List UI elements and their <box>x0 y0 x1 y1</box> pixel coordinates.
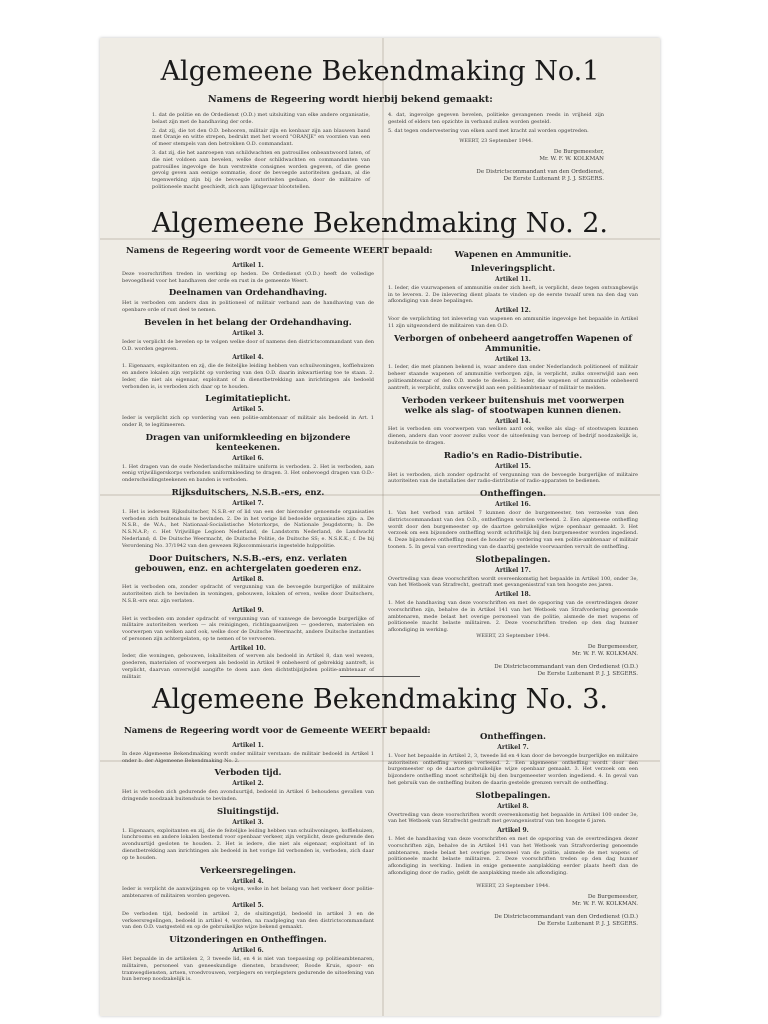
signature-title: De Burgemeester, <box>587 643 638 650</box>
article-heading: Artikel 15. <box>495 462 531 470</box>
notice-1-date: WEERT, 23 September 1944. <box>459 138 533 145</box>
notice-1-item: 5. dat tegen ondervestering van elken aard met kracht zal worden opgetreden. <box>388 127 589 134</box>
notice-2-date: WEERT, 23 September 1944. <box>476 633 550 639</box>
article-heading: Artikel 16. <box>495 501 531 509</box>
section-heading: Ontheffingen. <box>480 732 546 742</box>
article-text: Ieder is verplicht de aanwijzingen op te volgen, welke in het belang van het verkeer door politie-ambtenaren of militairen worden gegeven. <box>122 886 374 900</box>
article-text: Overtreding van deze voorschriften wordt overeenkomstig het bepaalde in Artikel 100 onder 3e, van het Wetboek van Strafrecht gestraft met gevangenisstraf van ten hoogste 6 jaren. <box>388 811 638 825</box>
article-text: Het is verboden om, zonder opdracht of vergunning van de bevoegde burgerlijke of militaire autoriteiten zich te bevinden in woningen, gebouwen, lokalen of erven, welke door Duitschers, N.S.B.-ers enz. zijn verlaten. <box>122 584 374 604</box>
signature-name: De Eerste Luitenant P. J. J. SEGERS. <box>537 920 638 927</box>
article-text: 1. Met de handhaving van deze voorschriften en met de opsporing van de overtredingen dezer voorschriften zijn, behalve de in Artikel 141 van het Wetboek van Strafvordering genoemde ambtenaren, mede belast het overige personeel van de politie, alsmede de met wapens of politioneele macht belaste militairen. 2. Deze voorschriften treden op den dag hunner afkondiging in werking. <box>388 599 638 634</box>
article-heading: Artikel 9. <box>497 827 529 835</box>
notice-2-signature <box>388 644 638 678</box>
signature-title: De Districtscommandant van den Ordedienst (O.D.) <box>494 663 638 670</box>
section-heading: Bevelen in het belang der Ordehandhaving. <box>144 317 352 328</box>
section-heading: Legimitatieplicht. <box>205 394 291 405</box>
notice-2-title: Algemeene Bekendmaking No. 2. <box>151 208 609 239</box>
article-heading: Artikel 3. <box>232 329 264 337</box>
notice-1-item: 3. dat zij, die het aanroepen van schildwachten en patrouilles onbeantwoord laten, of die niet voldoen aan bevelen, welke door schildwachten en commandanten van patrouilles ingevolge de hun verstrekte consignes worden gegeven, of die geene gevolg geven aan eenige sommatie, door de bevoegde autoriteiten gedaan, al die tegenwerking zijn bij de bevoegde autoriteiten gedaan, door de militaire of politioneele macht geschiedt, zich aan lijfsgevaar blootstellen. <box>152 149 370 190</box>
signature-name: Mr. W. F. W. KOLKMAN <box>539 156 604 163</box>
article-heading: Artikel 3. <box>232 818 264 826</box>
article-text: 1. Het is iedereen Rijksduitscher, N.S.B.-er of lid van een der hieronder genoemde organisaties verboden zich buitenshuis te bevinden. 2. De in het vorige lid bedoelde organisaties zijn: a. De N.S.B., de W.A., het Nationaal-Socialistische Motorkorps, de Nationale Jeugdstorm; b. De N.S.N.A.P.; c. Het Vrijwillige Legioen Nederland, de Landstorm Nederland, de Landwacht Nederland; d. De Duitsche Weermacht, de Duitsche Politie, de Duitsche SS; e. N.S.K.K.; f. De bij Verordening No. 37/1942 van den gewezen Rijkscommissaris ingestelde hulppolitie. <box>122 508 374 549</box>
section-heading: Deelnamen van Ordehandhaving. <box>168 288 328 299</box>
section-heading: Uitzonderingen en Ontheffingen. <box>169 935 327 946</box>
notice-3-left-column <box>122 740 374 1008</box>
section-heading: Dragen van uniformkleeding en bijzondere kenteekenen. <box>145 432 351 453</box>
article-text: Het bepaalde in de artikelen 2, 3 tweede lid, en 4 is niet van toepassing op politieambtenaren, militairen, personeel van geneeskundige diensten, brandweer, Roode Kruis, spoor- en tramwegdiensten, artsen, vroedvrouwen, verplegers en verplegsters gedurende de uitoefening van hun beroep noodzakelijk is. <box>122 955 374 983</box>
article-text: Deze voorschriften treden in werking op heden. De Ordedienst (O.D.) heeft de volledige bevoegdheid voor het handhaven der orde en rust in de gemeente Weert. <box>122 270 374 284</box>
article-text: 1. Met de handhaving van deze voorschriften en met de opsporing van de overtredingen dezer voorschriften zijn, behalve de in Artikel 141 van het Wetboek van Strafvordering genoemde ambtenaren, mede belast het overige personeel van de politie, alsmede de met wapens of politioneele macht belaste militairen. 2. Deze voorschriften treden op den dag hunner afkondiging in werking. Indien in enige gemeente aanplakking eerder plaats heeft dan de afkondiging door de radio, geldt de aanplakking mede als afkondiging. <box>388 835 638 876</box>
article-heading: Artikel 7. <box>232 499 264 507</box>
article-heading: Artikel 9. <box>232 606 264 614</box>
section-heading: Verboden tijd. <box>214 768 282 779</box>
section-heading: Verkeersregelingen. <box>199 865 297 876</box>
article-text: 1. Van het verbod van artikel 7 kunnen door de burgemeester, ten verzoeke van den districtscommandant van den O.D., ontheffingen worden verleend. 2. Een algemeene ontheffing wordt door den burgemeester op de daartoe gebruikelijke wijze openbaar gemaakt. 3. Het verzoek om een bijzondere ontheffing wordt schriftelijk bij den burgemeester worden ingediend. 4. Deze bijzondere ontheffing moet de houder op vordering van een politie-ambtenaar of militair toonen. 5. In geval van overtreding van de daarbij gestelde voorwaarden vervalt de ontheffing. <box>388 509 638 550</box>
signature-title: De Districtscommandant van den Ordedienst, <box>476 169 604 176</box>
section-heading: Verboden verkeer buitenshuis met voorwerpen welke als slag- of stootwapen kunnen dienen. <box>401 395 625 416</box>
article-text: Overtreding van deze voorschriften wordt overeenkomstig het bepaalde in Artikel 100, onder 3e, van het Wetboek van Strafrecht, gestraft met gevangenisstraf van ten hoogste zes jaren. <box>388 575 638 589</box>
signature-name: De Eerste Luitenant P. J. J. SEGERS. <box>537 670 638 677</box>
article-text: Ieder is verplicht de bevelen op te volgen welke door of namens den districtscommandant van den O.D. worden gegeven. <box>122 338 374 352</box>
notice-3-subtitle: Namens de Regeering wordt voor de Gemeente WEERT bepaald: <box>124 726 431 736</box>
article-heading: Artikel 1. <box>232 262 264 269</box>
article-text: 1. Ieder, die vuurwapenen of ammunitie onder zich heeft, is verplicht, deze tegen ontvangbewijs in te leveren. 2. De inlevering dient plaats te vinden op de eerste twaalf uren na den dag van afkondiging van deze bepalingen. <box>388 284 638 305</box>
section-heading: Slotbepalingen. <box>475 554 551 565</box>
article-text: 1. Ieder, die met plannen bekend is, waar andere dan onder Nederlandsch politioneel of militair beheer staande wapenen of ammunitie verborgen zijn, is verplicht, zulks onverwijld aan een politieambtenaar of den O.D. mede te deelen. 2. Ieder, die wapenen of ammunitie onbeheerd aantreft, is verplicht, zulks onverwijld aan een politieambtenaar of militair te melden. <box>388 364 638 391</box>
article-text: Het is verboden zich gedurende den avonduurtijd, bedoeld in Artikel 6 behoudens gevallen van dringende noodzaak buitenshuis te bevinden. <box>122 789 374 802</box>
notice-2-left-column <box>122 260 374 710</box>
article-heading: Artikel 18. <box>495 591 531 599</box>
article-heading: Artikel 4. <box>232 877 264 885</box>
article-heading: Artikel 7. <box>497 744 529 751</box>
notice-1-subtitle: Namens de Regeering wordt hierbij bekend gemaakt: <box>208 94 493 105</box>
notice-3-right-column <box>388 728 638 878</box>
section-heading: Wapenen en Ammunitie. <box>454 250 572 260</box>
article-heading: Artikel 14. <box>495 417 531 425</box>
section-heading: Sluitingstijd. <box>217 806 279 817</box>
section-heading: Verborgen of onbeheerd aangetroffen Wapenen of Ammunitie. <box>393 333 632 354</box>
article-heading: Artikel 2. <box>232 780 264 788</box>
signature-title: De Burgemeester, <box>553 149 604 156</box>
notice-3-title: Algemeene Bekendmaking No. 3. <box>151 684 609 715</box>
poster-sheet <box>100 38 660 1016</box>
article-heading: Artikel 10. <box>230 644 266 652</box>
section-heading: Door Duitschers, N.S.B.-ers, enz. verlaten gebouwen, enz. en achtergelaten goederen enz. <box>134 553 362 574</box>
notice-1-signature <box>388 149 604 183</box>
article-text: Voor de verplichting tot inlevering van wapenen en ammunitie ingevolge het bepaalde in Artikel 11 zijn uitgezonderd de militairen van den O.D. <box>388 315 638 329</box>
article-heading: Artikel 4. <box>232 354 264 362</box>
article-heading: Artikel 13. <box>495 355 531 363</box>
notice-2-subtitle: Namens de Regeering wordt voor de Gemeente WEERT bepaald: <box>126 246 433 256</box>
article-heading: Artikel 1. <box>232 742 264 749</box>
notice-1-item: 1. dat de politie en de Ordedienst (O.D.) met uitsluiting van elke andere organisatie, belast zijn met de handhaving der orde. <box>152 112 370 125</box>
article-text: Het is verboden om anders dan in politioneel of militair verband aan de handhaving van de openbare orde of rust deel te nemen. <box>122 300 374 314</box>
notice-2-right-column <box>388 246 638 634</box>
article-text: In deze Algemeene Bekendmaking wordt onder militair verstaan: de militair bedoeld in Artikel 1 onder b. der Algemeene Bekendmaking No. 2. <box>122 750 374 764</box>
article-heading: Artikel 11. <box>495 276 531 283</box>
signature-name: Mr. W. F. W. KOLKMAN. <box>571 900 638 907</box>
article-text: 1. Voor het bepaalde in Artikel 2, 3, tweede lid en 4 kan door de bevoegde burgerlijke en militaire autoriteiten ontheffing worden verleend. 2. Een algemeene ontheffing wordt door den burgemeester op de daartoe gebruikelijke wijze openbaar gemaakt. 3. Het verzoek om een bijzondere ontheffing moet schriftelijk bij den burgemeester worden ingediend. 4. In geval van het gebruik van de ontheffing buiten de daarin gestelde grenzen vervalt de ontheffing. <box>388 752 638 786</box>
signature-name: Mr. W. F. W. KOLKMAN. <box>571 650 638 657</box>
article-heading: Artikel 6. <box>232 947 264 955</box>
article-text: 1. Het dragen van de oude Nederlandsche militaire uniform is verboden. 2. Het is verboden, aan eenig vrijwilligerskorps verbonden uniformkleeding te dragen. 3. Het onbevoegd dragen van O.D.-onderscheidingsteekenen en banden is verboden. <box>122 463 374 484</box>
section-heading: Inleveringsplicht. <box>470 264 556 274</box>
article-text: Het is verboden om voorwerpen van welken aard ook, welke als slag- of stootwapen kunnen dienen, anders dan voor zoover zulks voor de uitoefening van beroep of bedrijf noodzakelijk is, buitenshuis te dragen. <box>388 426 638 446</box>
article-heading: Artikel 6. <box>232 454 264 462</box>
section-heading: Ontheffingen. <box>480 489 546 500</box>
article-heading: Artikel 12. <box>495 307 531 315</box>
article-text: Het is verboden om zonder opdracht of vergunning van of vanwege de bevoegde burgerlijke of militaire autoriteiten werken — als reinigingen, richtingaanwijzen — goederen, materialen en voorwerpen van welken aard ook, welke door de Duitsche Weermacht, andere Duitsche instanties of personen zijn achtergelaten, op te nemen of te vervoeren. <box>122 615 374 642</box>
notice-1-item: 4. dat, ingevolge gegeven bevelen, politieke gevangenen reeds in vrijheid zijn gesteld of elders ten opzichte in verband zullen worden gesteld. <box>388 112 604 125</box>
article-heading: Artikel 5. <box>232 901 264 909</box>
article-text: 1. Eigenaars, exploitanten en zij, die de feitelijke leiding hebben van schuilwoningen, koffiehuizen, lunchrooms en andere lokalen bestemd voor openbaar verkeer, zijn verplicht, deze gedurende den avonduurtijd gesloten te houden. 2. Het is iedere, die niet als eigenaar, exploitant of in dienstbetrekking aan inrichtingen als bedoeld in het vorige lid verbonden is, verboden, zich daar op te houden. <box>122 827 374 861</box>
article-heading: Artikel 8. <box>232 575 264 583</box>
signature-title: De Districtscommandant van den Ordedienst (O.D.) <box>494 913 638 920</box>
divider-rule <box>340 676 420 677</box>
signature-title: De Burgemeester, <box>587 893 638 900</box>
article-text: 1. Eigenaars, exploitanten en zij, die de feitelijke leiding hebben van schuilwoningen, koffiehuizen en andere lokalen zijn verplicht op vordering van den O.D. daarin inkwartiering toe te staan. 2. Ieder, die niet als eigenaar, exploitant of in dienstbetrekking aan inrichtingen als bedoeld verbonden is, is verboden zich daar op te houden. <box>122 363 374 390</box>
article-text: De verboden tijd, bedoeld in artikel 2, de sluitingstijd, bedoeld in artikel 3 en de verkeersregelingen, bedoeld in artikel 4, worden, na raadpleging van den districtscommandant van den O.D. vastgesteld en op de gebruikelijke wijze bekend gemaakt. <box>122 910 374 931</box>
article-heading: Artikel 17. <box>495 566 531 574</box>
article-heading: Artikel 5. <box>232 406 264 414</box>
article-text: Het is verboden, zich zonder opdracht of vergunning van de bevoegde burgerlijke of militaire autoriteiten van de installaties der radio-distributie of radio-apparaten te bedienen. <box>388 471 638 485</box>
article-text: Ieder is verplicht zich op vordering van een politie-ambtenaar of militair als bedoeld in Art. 1 onder B, te legitimeeren. <box>122 415 374 428</box>
section-heading: Slotbepalingen. <box>475 790 551 801</box>
section-heading: Radio's en Radio-Distributie. <box>443 450 583 461</box>
notice-1-item: 2. dat zij, die tot den O.D. behooren, militair zijn en kenbaar zijn aan blauwen band met Oranje en witte strepen, bedrukt met het woord "ORANJE" en voorzien van een of meer stempels van den betrokken O.D. commandant. <box>152 127 370 148</box>
article-heading: Artikel 8. <box>497 802 529 810</box>
notice-1-title: Algemeene Bekendmaking No.1 <box>160 56 600 87</box>
notice-3-footer <box>388 883 638 953</box>
section-heading: Rijksduitschers, N.S.B.-ers, enz. <box>171 487 325 498</box>
notice-3-date: WEERT, 23 September 1944. <box>476 883 550 889</box>
fold-line-vertical <box>382 38 384 1016</box>
signature-name: De Eerste Luitenant P. J. J. SEGERS. <box>503 176 604 183</box>
article-text: Ieder, die woningen, gebouwen, lokaliteiten of werven als bedoeld in Artikel 8, dan wel wezen, goederen, materialen of voorwerpen als bedoeld in Artikel 9 onbeheerd of gebrekkig aantreft, is verplicht, daarvan onverwijld aangifte te doen aan den dichtstbijzijnden politie-ambtenaar of militair. <box>122 653 374 680</box>
notice-3-signature <box>388 894 638 928</box>
